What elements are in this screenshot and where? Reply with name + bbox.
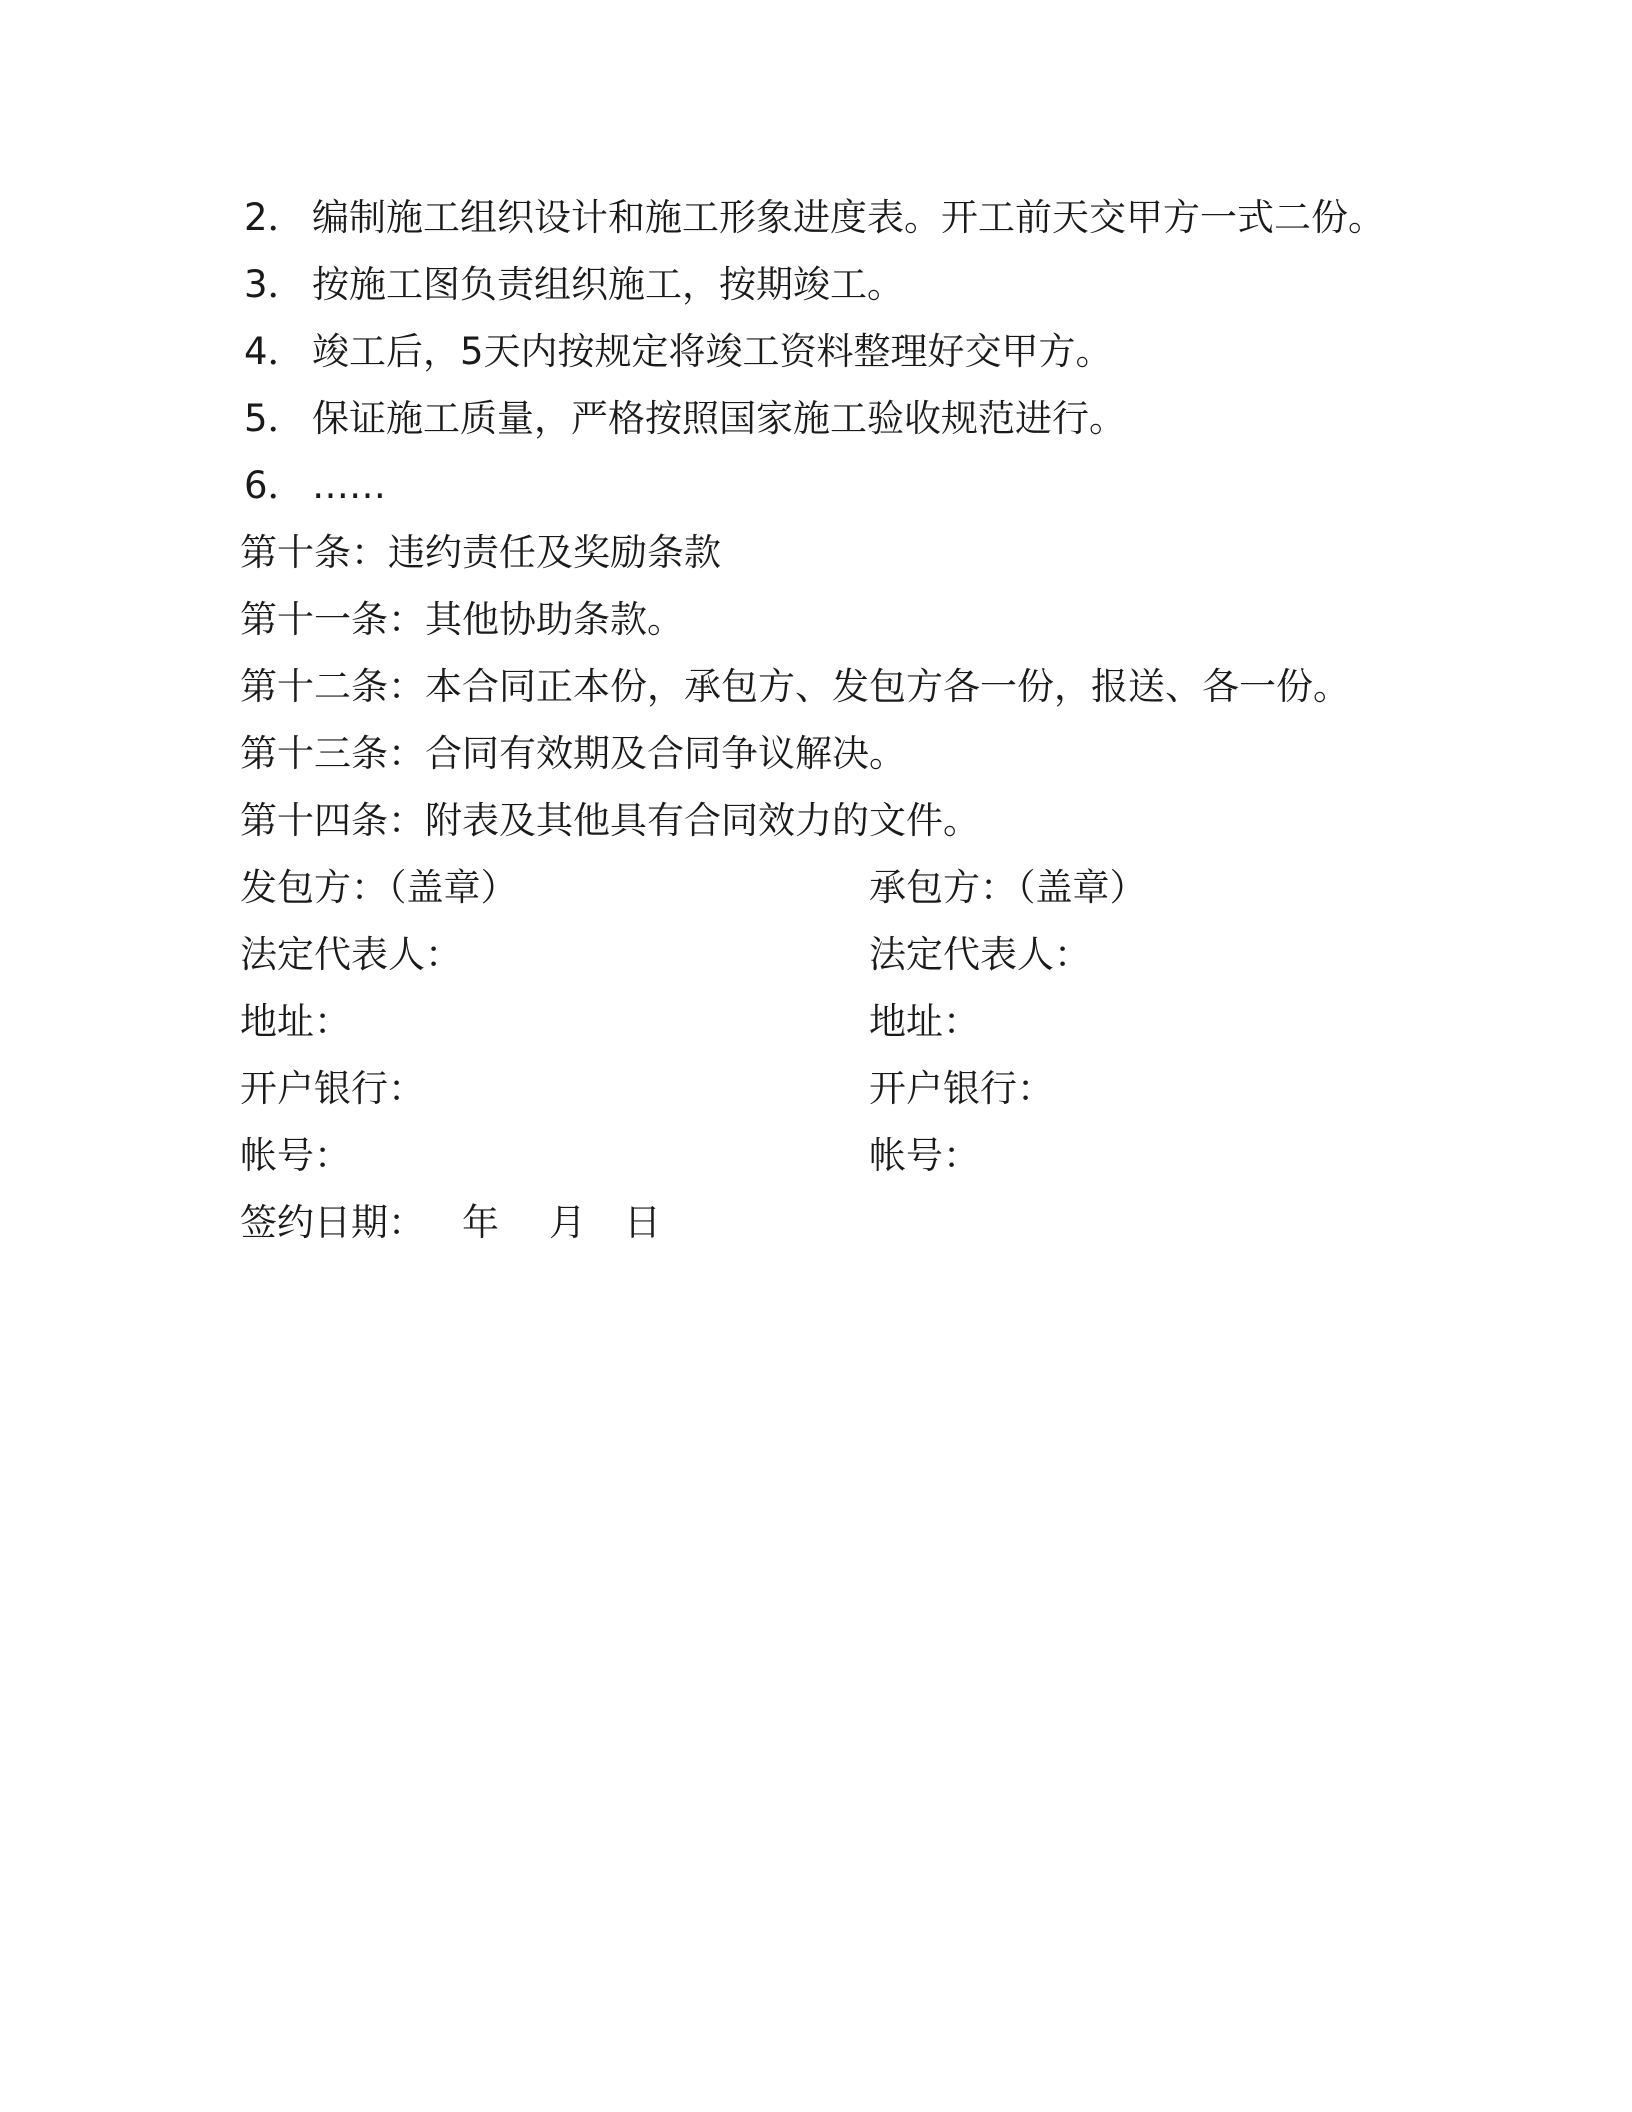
contractor-party-label: 承包方：（盖章） bbox=[869, 866, 1147, 909]
list-item bbox=[244, 261, 904, 309]
signing-date-label: 签约日期： bbox=[240, 1201, 425, 1244]
list-item bbox=[244, 194, 1385, 242]
employer-representative-label: 法定代表人： bbox=[240, 933, 462, 976]
item-text: 竣工后，5天内按规定将竣工资料整理好交甲方。 bbox=[312, 330, 1113, 373]
item-text: 按施工图负责组织施工，按期竣工。 bbox=[312, 263, 904, 306]
contractor-bank-label: 开户银行： bbox=[869, 1067, 1054, 1110]
list-item bbox=[244, 395, 1126, 443]
employer-account-label: 帐号： bbox=[240, 1134, 351, 1177]
article-10: 第十条：违约责任及奖励条款 bbox=[240, 531, 721, 574]
item-number: 4． bbox=[244, 330, 305, 373]
item-text: 编制施工组织设计和施工形象进度表。开工前天交甲方一式二份。 bbox=[312, 196, 1385, 239]
item-text: …… bbox=[312, 464, 386, 507]
signing-date bbox=[240, 1199, 661, 1247]
list-item bbox=[244, 462, 386, 510]
item-text: 保证施工质量，严格按照国家施工验收规范进行。 bbox=[312, 397, 1126, 440]
contractor-address-label: 地址： bbox=[869, 1000, 980, 1043]
employer-bank-label: 开户银行： bbox=[240, 1067, 425, 1110]
item-number: 6． bbox=[244, 464, 305, 507]
list-item bbox=[244, 328, 1113, 376]
article-13: 第十三条：合同有效期及合同争议解决。 bbox=[240, 732, 906, 775]
date-month: 月 bbox=[549, 1201, 586, 1244]
article-14: 第十四条：附表及其他具有合同效力的文件。 bbox=[240, 799, 980, 842]
item-number: 5． bbox=[244, 397, 305, 440]
contractor-account-label: 帐号： bbox=[869, 1134, 980, 1177]
contractor-representative-label: 法定代表人： bbox=[869, 933, 1091, 976]
item-number: 2． bbox=[244, 196, 305, 239]
date-year: 年 bbox=[462, 1201, 499, 1244]
item-number: 3． bbox=[244, 263, 305, 306]
employer-party-label: 发包方：（盖章） bbox=[240, 866, 518, 909]
date-day: 日 bbox=[624, 1201, 661, 1244]
article-11: 第十一条：其他协助条款。 bbox=[240, 598, 684, 641]
article-12: 第十二条：本合同正本份，承包方、发包方各一份，报送、各一份。 bbox=[240, 665, 1350, 708]
employer-address-label: 地址： bbox=[240, 1000, 351, 1043]
